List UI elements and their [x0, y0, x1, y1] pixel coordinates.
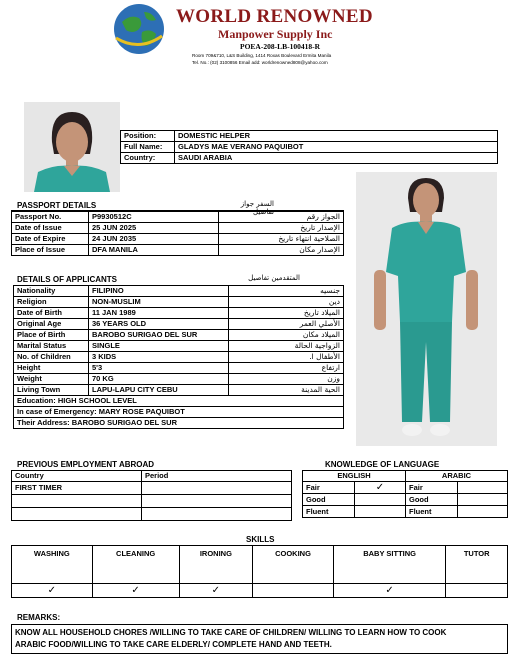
applicant-row	[14, 374, 344, 385]
passport-row	[12, 223, 344, 234]
applicant-label: Date of Birth	[14, 308, 89, 319]
passport-label: Place of Issue	[12, 245, 89, 256]
skill-checkmark: ✓	[179, 584, 253, 598]
applicant-label-ar: الميلاد تاريخ	[229, 308, 344, 319]
company-logo	[112, 2, 166, 56]
applicant-row	[14, 330, 344, 341]
passport-label: Date of Issue	[12, 223, 89, 234]
language-row	[303, 494, 508, 506]
summary-row	[121, 153, 498, 164]
summary-row	[121, 142, 498, 153]
remarks-title: REMARKS:	[17, 613, 61, 622]
employment-col-country: Country	[12, 471, 142, 482]
applicant-label: Religion	[14, 297, 89, 308]
employment-header-row	[12, 471, 292, 482]
passport-label-ar: الإصدار تاريخ	[219, 223, 344, 234]
employment-col-period: Period	[142, 471, 292, 482]
arabic-good-cell	[458, 494, 508, 506]
employment-row	[12, 495, 292, 508]
passport-value: P9930512C	[89, 212, 219, 223]
language-col-arabic: ARABIC	[406, 471, 508, 482]
passport-table	[11, 211, 344, 256]
applicant-table	[13, 285, 344, 429]
employment-period	[142, 495, 292, 508]
skill-name: TUTOR	[446, 546, 508, 584]
skill-name: CLEANING	[92, 546, 179, 584]
applicant-row	[14, 308, 344, 319]
language-row	[303, 482, 508, 494]
passport-label: Date of Expire	[12, 234, 89, 245]
applicant-label: Weight	[14, 374, 89, 385]
employment-period	[142, 482, 292, 495]
applicant-label-ar: الأطفال ا.	[229, 352, 344, 363]
applicant-label: Nationality	[14, 286, 89, 297]
passport-label-ar: الإصدار مكان	[219, 245, 344, 256]
applicant-label-ar: ارتفاع	[229, 363, 344, 374]
emergency-contact-text: In case of Emergency: MARY ROSE PAQUIBOT	[14, 407, 344, 418]
applicant-value: 36 YEARS OLD	[89, 319, 229, 330]
skill-checkmark	[446, 584, 508, 598]
language-section-title: KNOWLEDGE OF LANGUAGE	[325, 460, 440, 469]
applicant-label: Height	[14, 363, 89, 374]
applicant-label: Marital Status	[14, 341, 89, 352]
applicant-label: Living Town	[14, 385, 89, 396]
applicant-row	[14, 319, 344, 330]
passport-value: DFA MANILA	[89, 245, 219, 256]
applicant-value: NON-MUSLIM	[89, 297, 229, 308]
skills-section-title: SKILLS	[246, 535, 275, 544]
passport-section-title-ar: السفر جواز تفاصيل	[240, 200, 274, 216]
employment-row	[12, 508, 292, 521]
english-fair-check: ✓	[355, 482, 406, 494]
passport-row	[12, 245, 344, 256]
passport-row	[12, 212, 344, 223]
applicant-value: 3 KIDS	[89, 352, 229, 363]
language-row	[303, 506, 508, 518]
language-table	[302, 470, 508, 518]
applicant-emergency-row	[14, 407, 344, 418]
remarks-line: KNOW ALL HOUSEHOLD CHORES /WILLING TO TAKE CARE OF CHILDREN/ WILLING TO LEARN HOW TO COOK	[15, 628, 447, 637]
arabic-fluent-cell	[458, 506, 508, 518]
skill-checkmark: ✓	[333, 584, 446, 598]
applicant-full-body-photo	[356, 172, 497, 446]
summary-value: GLADYS MAE VERANO PAQUIBOT	[175, 142, 498, 153]
employment-country	[12, 508, 142, 521]
remarks-line: ARABIC FOOD/WILLING TO TAKE CARE ELDERLY/ COMPLETE HAND AND TEETH.	[15, 640, 332, 649]
summary-label: Full Name:	[121, 142, 175, 153]
applicant-label-ar: الأصلي العمر	[229, 319, 344, 330]
passport-label-ar: الجواز رقم	[219, 212, 344, 223]
applicant-section-title: DETAILS OF APPLICANTS	[17, 275, 117, 284]
passport-row	[12, 234, 344, 245]
passport-label-ar: الصلاحية انتهاء تاريخ	[219, 234, 344, 245]
applicant-address-row	[14, 418, 344, 429]
english-level-label: Good	[303, 494, 355, 506]
applicant-value: 70 KG	[89, 374, 229, 385]
applicant-label: Place of Birth	[14, 330, 89, 341]
employment-period	[142, 508, 292, 521]
applicant-row	[14, 385, 344, 396]
employment-row	[12, 482, 292, 495]
applicant-label: Original Age	[14, 319, 89, 330]
language-header-row	[303, 471, 508, 482]
employment-section-title: PREVIOUS EMPLOYMENT ABROAD	[17, 460, 155, 469]
arabic-fair-cell	[458, 482, 508, 494]
applicant-label-ar: الميلاد مكان	[229, 330, 344, 341]
emergency-address-text: Their Address: BAROBO SURIGAO DEL SUR	[14, 418, 344, 429]
passport-section-title: PASSPORT DETAILS	[17, 201, 97, 210]
applicant-label-ar: الحية المدينة	[229, 385, 344, 396]
skills-table	[11, 545, 508, 598]
arabic-level-label: Fair	[406, 482, 458, 494]
applicant-row	[14, 363, 344, 374]
company-name: WORLD RENOWNED	[176, 6, 373, 27]
applicant-label: No. of Children	[14, 352, 89, 363]
skill-name: COOKING	[253, 546, 334, 584]
english-level-label: Fluent	[303, 506, 355, 518]
applicant-row	[14, 352, 344, 363]
applicant-headshot	[24, 102, 120, 192]
skill-checkmark: ✓	[12, 584, 93, 598]
skill-checkmark: ✓	[92, 584, 179, 598]
skill-name: WASHING	[12, 546, 93, 584]
skill-name: IRONING	[179, 546, 253, 584]
employment-country	[12, 495, 142, 508]
skills-mark-row	[12, 584, 508, 598]
company-address: Room 709&710, L&S Building, 1414 Roxas Boulevard Ermita Manila	[192, 53, 332, 58]
summary-value: DOMESTIC HELPER	[175, 131, 498, 142]
employment-country: FIRST TIMER	[12, 482, 142, 495]
language-col-english: ENGLISH	[303, 471, 406, 482]
summary-value: SAUDI ARABIA	[175, 153, 498, 164]
summary-table	[120, 130, 498, 164]
license-number: POEA-208-LB-100418-R	[240, 42, 320, 51]
applicant-education-row	[14, 396, 344, 407]
remarks-box	[11, 624, 508, 654]
skill-checkmark	[253, 584, 334, 598]
applicant-value: SINGLE	[89, 341, 229, 352]
english-good-cell	[355, 494, 406, 506]
arabic-level-label: Fluent	[406, 506, 458, 518]
applicant-value: LAPU-LAPU CITY CEBU	[89, 385, 229, 396]
summary-label: Country:	[121, 153, 175, 164]
applicant-value: FILIPINO	[89, 286, 229, 297]
applicant-value: BAROBO SURIGAO DEL SUR	[89, 330, 229, 341]
english-fluent-cell	[355, 506, 406, 518]
skill-name: BABY SITTING	[333, 546, 446, 584]
applicant-label-ar: وزن	[229, 374, 344, 385]
skills-header-row	[12, 546, 508, 584]
applicant-row	[14, 341, 344, 352]
passport-value: 25 JUN 2025	[89, 223, 219, 234]
company-subname: Manpower Supply Inc	[218, 27, 333, 41]
applicant-row	[14, 286, 344, 297]
education-text: Education: HIGH SCHOOL LEVEL	[14, 396, 344, 407]
summary-row	[121, 131, 498, 142]
applicant-value: 5'3	[89, 363, 229, 374]
english-level-label: Fair	[303, 482, 355, 494]
applicant-label-ar: جنسيه	[229, 286, 344, 297]
arabic-level-label: Good	[406, 494, 458, 506]
employment-table	[11, 470, 292, 521]
applicant-row	[14, 297, 344, 308]
summary-label: Position:	[121, 131, 175, 142]
applicant-label-ar: دين	[229, 297, 344, 308]
applicant-section-title-ar: المتقدمين تفاصيل	[248, 274, 300, 282]
applicant-label-ar: الزواجية الحالة	[229, 341, 344, 352]
passport-value: 24 JUN 2035	[89, 234, 219, 245]
company-contact: Tel. No.: (02) 3100856 Email add: worldrenowned808@yahoo.com	[192, 60, 328, 65]
applicant-value: 11 JAN 1989	[89, 308, 229, 319]
passport-label: Passport No.	[12, 212, 89, 223]
